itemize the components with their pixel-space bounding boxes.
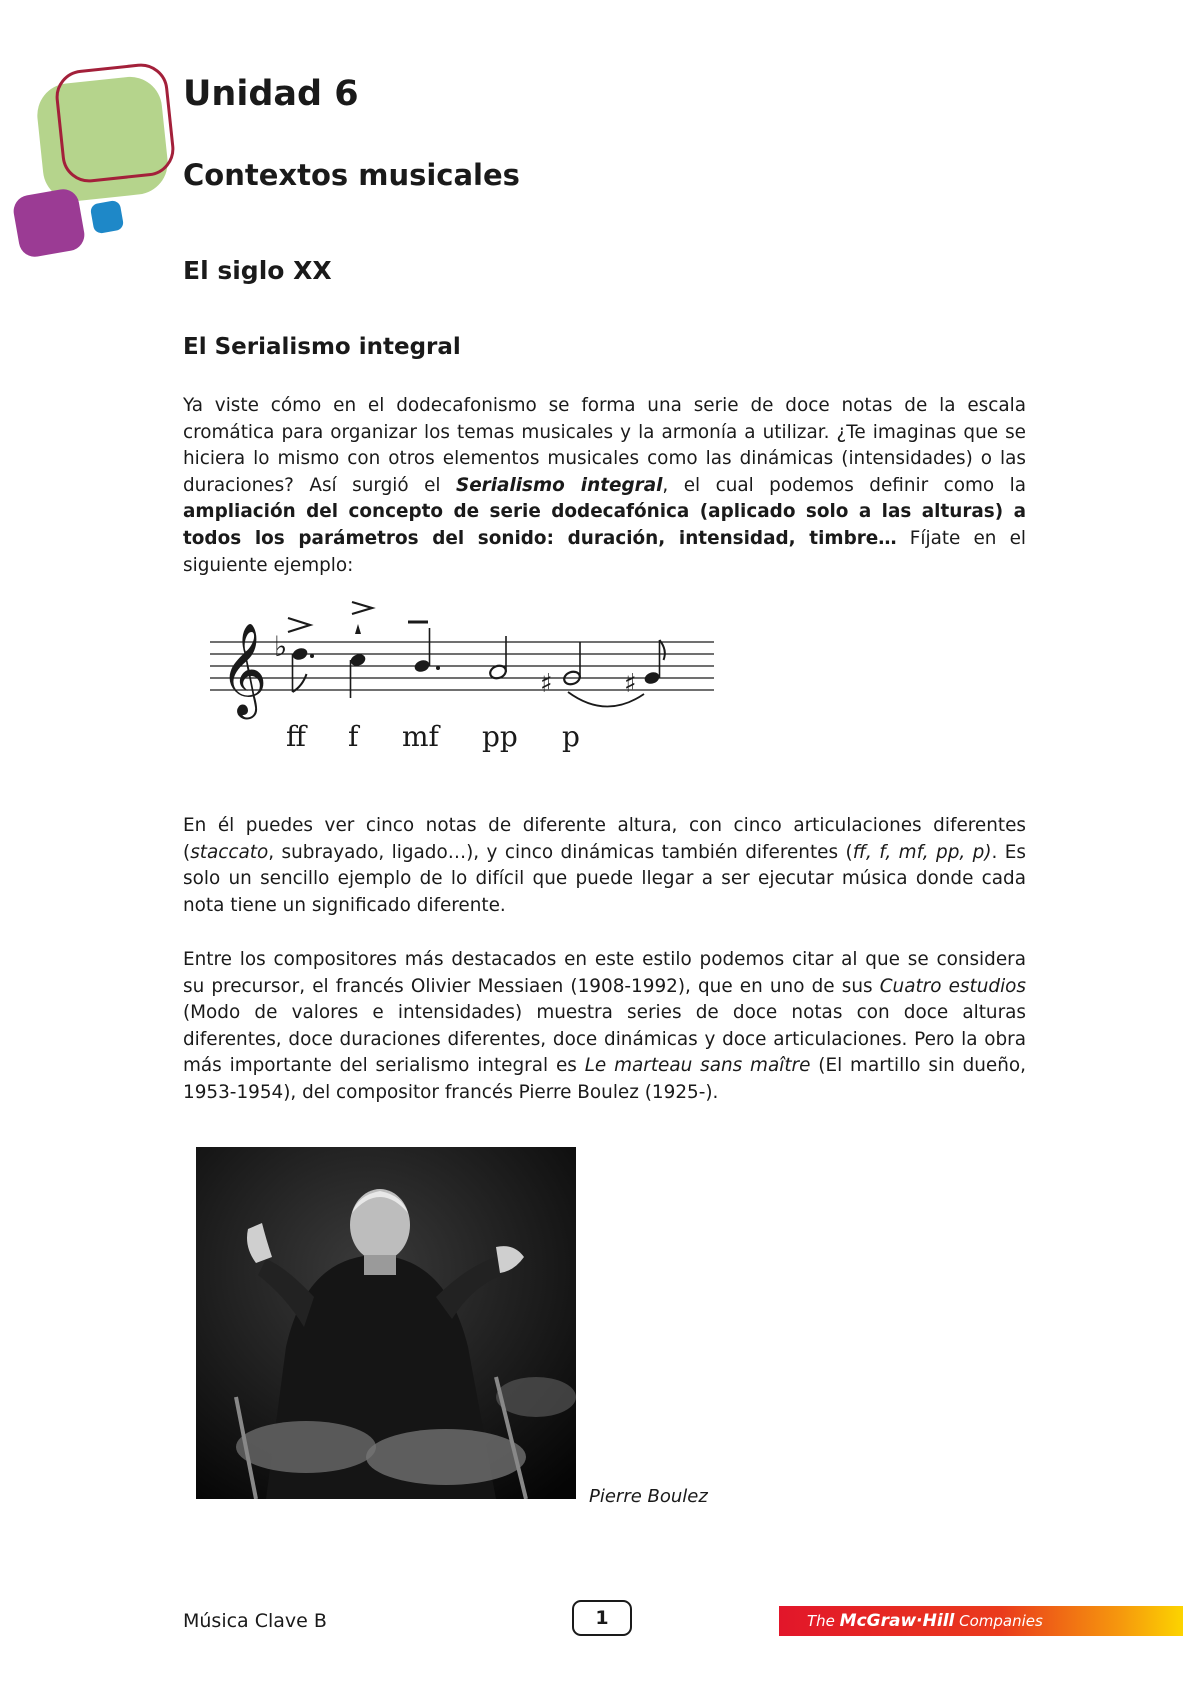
unit-title: Unidad 6 — [183, 74, 359, 114]
note-6 — [643, 670, 661, 685]
page-number: 1 — [572, 1600, 632, 1636]
sharp-sign-1: ♯ — [540, 669, 553, 699]
conductor-photo — [196, 1147, 576, 1499]
publisher-banner: The McGraw·Hill Companies — [779, 1606, 1183, 1636]
unit-logo — [0, 60, 180, 260]
dynamic-ff: ff — [286, 720, 306, 753]
intro-paragraph: Ya viste cómo en el dodecafonismo se forma una serie de doce notas de la escala cromática para organizar los temas musicales y la armonía a utilizar. ¿Te imaginas que se hiciera lo mismo con otros elementos musicales como las dinámicas (intensidades) o las duraciones? Así surgió el Serialismo integral, el cual podemos definir como la ampliación del concepto de serie dodecafónica (aplicado solo a las alturas) a todos los parámetros del sonido: duración, intensidad, timbre… Fíjate en el siguiente ejemplo: — [183, 395, 1026, 576]
accent-1 — [288, 618, 310, 632]
note-3 — [413, 658, 431, 673]
logo-purple-square — [11, 187, 87, 260]
logo-green-square — [34, 74, 171, 204]
sharp-sign-2: ♯ — [624, 669, 637, 699]
flat-sign: ♭ — [274, 630, 288, 663]
music-score-example — [208, 596, 718, 760]
treble-clef: 𝄞 — [220, 622, 268, 715]
staccato-2 — [355, 624, 361, 634]
score-explanation-paragraph: En él puedes ver cinco notas de diferente altura, con cinco articulaciones diferentes (staccato, subrayado, ligado…), y cinco dinámicas también diferentes (ff, f, mf, pp, p). Es solo un sencillo ejemplo de lo difícil que puede llegar a ser ejecutar música donde cada nota tiene un significado diferente. — [183, 815, 1027, 916]
dynamic-f: f — [348, 720, 359, 753]
subsection-title: El Serialismo integral — [183, 334, 461, 360]
section-title: El siglo XX — [183, 256, 332, 285]
book-title: Música Clave B — [183, 1610, 327, 1632]
logo-blue-square — [90, 200, 125, 235]
dynamic-pp: pp — [482, 720, 518, 753]
photo-caption: Pierre Boulez — [589, 1486, 708, 1507]
note-1 — [291, 646, 309, 661]
dynamic-mf: mf — [402, 720, 439, 753]
accent-2 — [352, 602, 372, 614]
composers-paragraph: Entre los compositores más destacados en este estilo podemos citar al que se considera su precursor, el francés Olivier Messiaen (1908-1992), que en uno de sus Cuatro estudios (Modo de valores e intensidades) muestra series de doce notas con doce alturas diferentes, doce duraciones diferentes, doce dinámicas y doce articulaciones. Pero la obra más importante del serialismo integral es Le marteau sans maître (El martillo sin dueño, 1953-1954), del compositor francés Pierre Boulez (1925-). — [183, 949, 1027, 1103]
context-title: Contextos musicales — [183, 158, 520, 192]
dynamic-p: p — [562, 720, 580, 753]
